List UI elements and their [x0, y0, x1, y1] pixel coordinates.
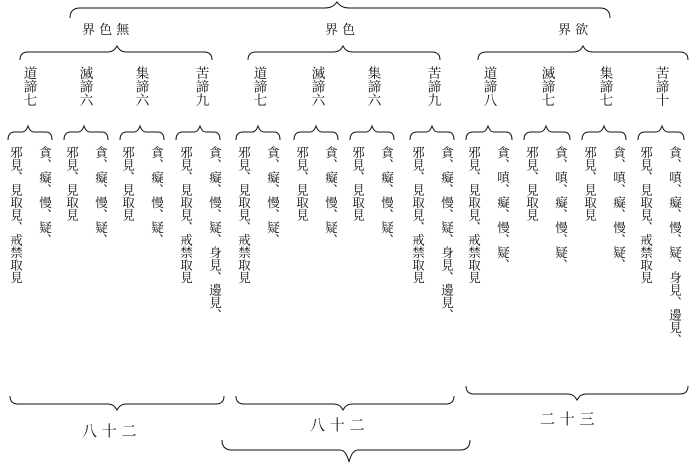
truth-brace: [524, 126, 570, 140]
affliction-column: 貪、癡、慢、疑、: [37, 146, 53, 246]
overall-bottom-brace: [222, 440, 470, 462]
affliction-column: 邪見、見取見: [582, 146, 598, 221]
realm-brace-formless: [20, 46, 212, 60]
truth-brace: [410, 126, 454, 140]
affliction-column: 貪、癡、慢、疑、身見、邊見、: [207, 146, 223, 321]
realm-brace-form: [248, 46, 440, 60]
truth-label: 集諦六: [132, 66, 149, 107]
truth-label: 滅諦六: [76, 66, 93, 107]
truth-brace: [176, 126, 220, 140]
affliction-column: 貪、癡、慢、疑、: [149, 146, 165, 246]
affliction-column: 貪、嗔、癡、慢、疑、: [553, 146, 569, 271]
affliction-column: 貪、癡、慢、疑、: [379, 146, 395, 246]
realm-total-form: 八 十 二: [310, 416, 365, 434]
affliction-column: 邪見、見取見、戒禁取見: [8, 146, 24, 284]
truth-label: 道諦八: [480, 66, 497, 107]
truth-label: 苦諦九: [192, 66, 209, 107]
truth-brace: [466, 126, 512, 140]
bottom-brace-desire: [466, 386, 688, 400]
affliction-column: 邪見、見取見、戒禁取見: [410, 146, 426, 284]
truth-brace: [294, 126, 338, 140]
affliction-column: 邪見、見取見: [350, 146, 366, 221]
affliction-column: 貪、嗔、癡、慢、疑、: [495, 146, 511, 271]
affliction-column: 貪、癡、慢、疑、: [265, 146, 281, 246]
affliction-column: 邪見、見取見、戒禁取見: [236, 146, 252, 284]
truth-label: 集諦六: [364, 66, 381, 107]
truth-label: 苦諦十: [652, 66, 669, 107]
affliction-column: 貪、癡、慢、疑、身見、邊見、: [439, 146, 455, 321]
affliction-column: 邪見、見取見: [64, 146, 80, 221]
truth-brace: [8, 126, 52, 140]
realm-label-desire: 界 欲: [558, 23, 589, 38]
affliction-column: 邪見、見取見、戒禁取見: [178, 146, 194, 284]
affliction-column: 邪見、見取見、戒禁取見: [466, 146, 482, 284]
realm-label-formless: 界 色 無: [82, 23, 130, 38]
truth-brace: [64, 126, 108, 140]
truth-brace: [350, 126, 394, 140]
affliction-column: 邪見、見取見: [294, 146, 310, 221]
top-brace: [70, 2, 610, 18]
affliction-column: 邪見、見取見: [120, 146, 136, 221]
truth-label: 滅諦七: [538, 66, 555, 107]
affliction-column: 貪、癡、慢、疑、: [323, 146, 339, 246]
bottom-brace-formless: [10, 396, 224, 410]
truth-label: 道諦七: [20, 66, 37, 107]
realm-total-formless: 八 十 二: [82, 422, 137, 440]
bottom-brace-form: [236, 396, 454, 410]
truth-brace: [236, 126, 280, 140]
realm-brace-desire: [478, 46, 688, 60]
truth-label: 苦諦九: [424, 66, 441, 107]
affliction-column: 貪、嗔、癡、慢、疑、身見、邊見、: [667, 146, 683, 346]
truth-label: 滅諦六: [308, 66, 325, 107]
affliction-column: 邪見、見取見: [524, 146, 540, 221]
affliction-column: 貪、癡、慢、疑、: [93, 146, 109, 246]
affliction-column: 貪、嗔、癡、慢、疑、: [611, 146, 627, 271]
realm-total-desire: 二 十 三: [540, 410, 595, 428]
truth-brace: [582, 126, 626, 140]
truth-brace: [120, 126, 164, 140]
realm-label-form: 界 色: [325, 23, 356, 38]
affliction-column: 邪見、見取見、戒禁取見: [638, 146, 654, 284]
truth-label: 集諦七: [596, 66, 613, 107]
truth-brace: [638, 126, 684, 140]
truth-label: 道諦七: [250, 66, 267, 107]
